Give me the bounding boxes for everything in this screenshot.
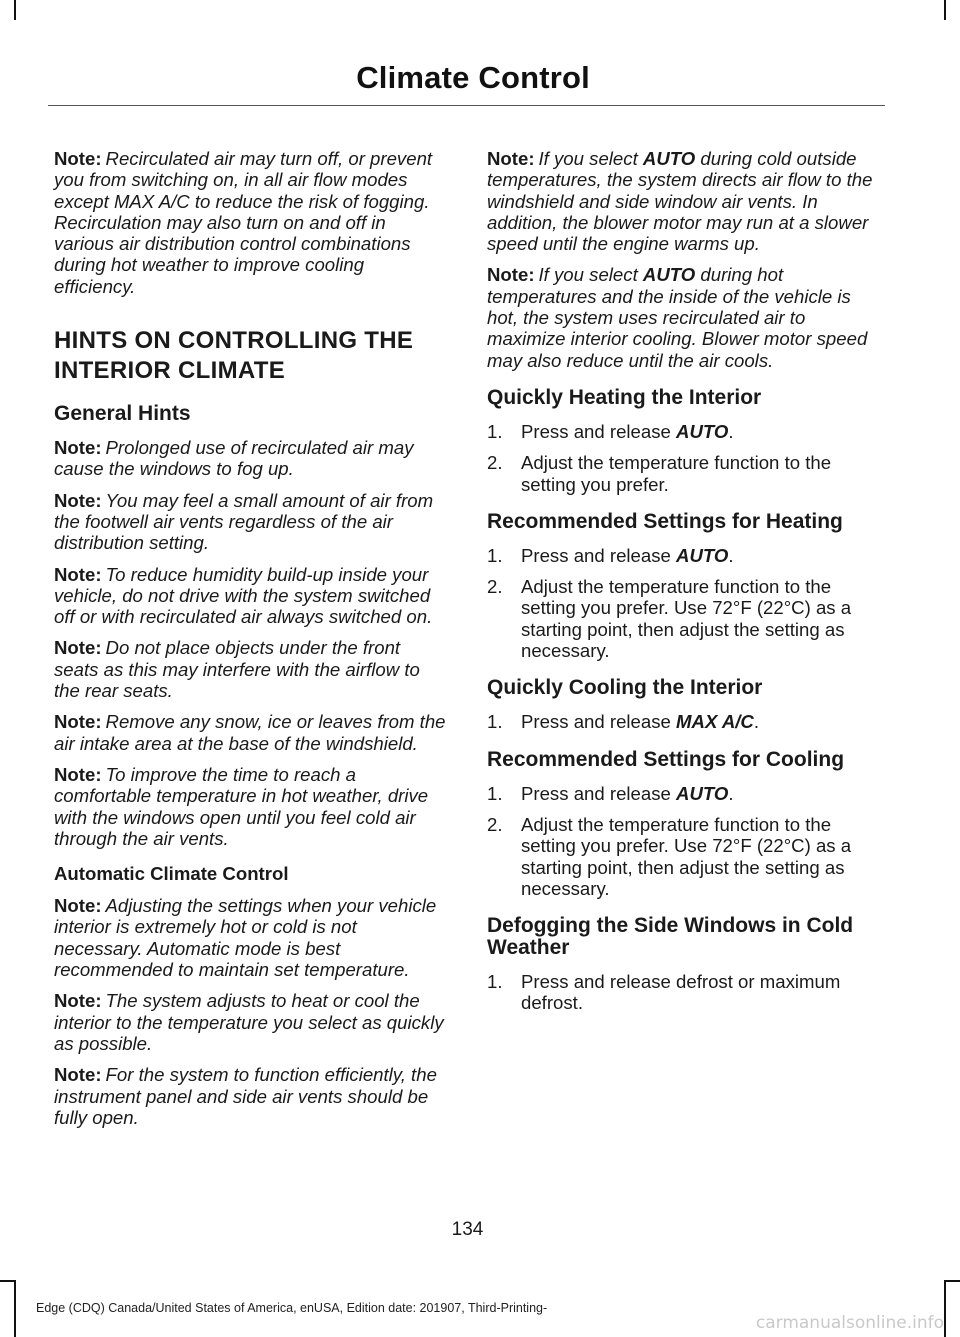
- section-title-line-1: HINTS ON CONTROLLING THE: [54, 327, 414, 355]
- crop-mark-bottom-right-v: [944, 1280, 946, 1337]
- step-number: 1.: [487, 420, 503, 442]
- recommended-heating-steps: [487, 545, 879, 661]
- note-item: [54, 764, 446, 849]
- note-item: [54, 490, 446, 554]
- right-column: [487, 148, 879, 1024]
- note-item: [54, 437, 446, 480]
- step-number: 1.: [487, 971, 503, 993]
- note-item: [54, 637, 446, 701]
- note-text-pre: If you select: [538, 264, 643, 286]
- quick-heating-steps: [487, 421, 879, 495]
- note-text: The system adjusts to heat or cool the interior to the temperature you select as quickly as possible.: [54, 990, 444, 1054]
- note-label: Note:: [54, 895, 102, 917]
- note-item: [487, 148, 879, 254]
- note-item: [487, 264, 879, 370]
- step-number: 2.: [487, 576, 503, 598]
- recommended-heating-heading: Recommended Settings for Heating: [487, 509, 843, 533]
- crop-mark-bottom-left-h: [0, 1280, 16, 1282]
- note-label: Note:: [54, 437, 102, 459]
- note-label: Note:: [54, 148, 102, 169]
- section-title-line-2: INTERIOR CLIMATE: [54, 357, 286, 385]
- max-ac-keyword: MAX A/C: [676, 711, 754, 733]
- note-label: Note:: [54, 637, 102, 659]
- quick-heating-heading: Quickly Heating the Interior: [487, 385, 762, 409]
- note-text: Remove any snow, ice or leaves from the air intake area at the base of the windshield.: [54, 711, 446, 754]
- note-text: Adjusting the settings when your vehicle interior is extremely hot or cold is not necessary. Automatic mode is best recommended to maintain set temperature.: [54, 895, 437, 981]
- note-label: Note:: [487, 148, 535, 169]
- note-item: [54, 1064, 446, 1128]
- note-text: To reduce humidity build-up inside your vehicle, do not drive with the system switched off or with recirculated air always switched on.: [54, 563, 433, 628]
- note-text-pre: If you select: [538, 148, 643, 169]
- step-item: [487, 971, 879, 1014]
- note-recirculation: [54, 148, 446, 297]
- crop-mark-bottom-right-h: [944, 1280, 960, 1282]
- note-text: Do not place objects under the front seats as this may interfere with the airflow to the rear seats.: [54, 637, 420, 702]
- step-item: [487, 421, 879, 442]
- note-label: Note:: [54, 1064, 102, 1086]
- note-text: Recirculated air may turn off, or prevent you from switching on, in all air flow modes except MAX A/C to reduce the risk of fogging. Recirculation may also turn on and off in various air distribution control combinations during hot weather to improve cooling efficiency.: [54, 148, 433, 297]
- note-item: [54, 711, 446, 754]
- auto-keyword: AUTO: [676, 420, 729, 442]
- step-item: [487, 783, 879, 804]
- step-text: Press and release: [521, 782, 677, 804]
- recommended-cooling-steps: [487, 783, 879, 899]
- step-text: Press and release: [521, 420, 677, 442]
- chapter-title: Climate Control: [356, 60, 590, 95]
- auto-keyword: AUTO: [676, 782, 729, 804]
- note-label: Note:: [54, 763, 102, 785]
- quick-cooling-steps: [487, 711, 879, 732]
- step-text: Adjust the temperature function to the setting you prefer. Use 72°F (22°C) as a starting point, then adjust the setting as necessary.: [521, 813, 852, 899]
- note-text-post: during hot temperatures and the inside of the vehicle is hot, the system uses recirculated air to maximize interior cooling. Blower motor speed may also reduce until the air cools.: [487, 264, 868, 371]
- step-item: [487, 814, 879, 899]
- step-text: Press and release defrost or maximum defrost.: [521, 971, 841, 1014]
- step-item: [487, 452, 879, 495]
- step-text: Adjust the temperature function to the setting you prefer. Use 72°F (22°C) as a starting point, then adjust the setting as necessary.: [521, 576, 852, 662]
- left-column: [54, 148, 446, 1138]
- step-text: Press and release: [521, 544, 677, 566]
- watermark: carmanualsonline.info: [755, 1313, 944, 1333]
- auto-keyword: AUTO: [676, 544, 729, 566]
- note-label: Note:: [487, 264, 535, 286]
- step-text-post: .: [728, 544, 734, 566]
- page-number: 134: [451, 1219, 484, 1240]
- defogging-steps: [487, 971, 879, 1014]
- step-number: 1.: [487, 711, 503, 733]
- note-item: [54, 564, 446, 628]
- note-text-post: during cold outside temperatures, the system directs air flow to the windshield and side window air vents. In addition, the blower motor may run at a slower speed until the engine warms up.: [487, 148, 873, 255]
- step-item: [487, 576, 879, 661]
- step-text: Adjust the temperature function to the setting you prefer.: [521, 452, 832, 495]
- note-text: Prolonged use of recirculated air may cause the windows to fog up.: [54, 437, 414, 480]
- step-number: 1.: [487, 544, 503, 566]
- step-number: 2.: [487, 452, 503, 474]
- auto-keyword: AUTO: [642, 264, 696, 286]
- edition-footer: Edge (CDQ) Canada/United States of America, enUSA, Edition date: 201907, Third-Printing-: [36, 1301, 548, 1315]
- crop-mark-bottom-left-v: [14, 1280, 16, 1337]
- note-text: You may feel a small amount of air from the footwell air vents regardless of the air distribution setting.: [54, 489, 434, 554]
- note-label: Note:: [54, 489, 102, 511]
- step-number: 2.: [487, 813, 503, 835]
- recommended-cooling-heading: Recommended Settings for Cooling: [487, 747, 845, 771]
- note-label: Note:: [54, 711, 102, 733]
- quick-cooling-heading: Quickly Cooling the Interior: [487, 676, 763, 700]
- automatic-climate-heading: Automatic Climate Control: [54, 863, 289, 885]
- crop-mark-top-right-v: [944, 0, 946, 20]
- step-item: [487, 711, 879, 732]
- step-text: Press and release: [521, 711, 677, 733]
- note-text: To improve the time to reach a comfortable temperature in hot weather, drive with the windows open until you feel cold air through the air vents.: [54, 763, 429, 849]
- note-item: [54, 990, 446, 1054]
- note-item: [54, 895, 446, 980]
- chapter-divider: [48, 105, 885, 106]
- step-text-post: .: [728, 420, 734, 442]
- step-text-post: .: [753, 711, 760, 733]
- section-title: [54, 327, 446, 385]
- auto-keyword: AUTO: [642, 148, 696, 169]
- step-text-post: .: [728, 782, 734, 804]
- general-hints-heading: General Hints: [54, 402, 191, 426]
- step-number: 1.: [487, 782, 503, 804]
- note-text: For the system to function efficiently, the instrument panel and side air vents should be fully open.: [54, 1064, 437, 1128]
- step-item: [487, 545, 879, 566]
- crop-mark-top-left-v: [14, 0, 16, 20]
- note-label: Note:: [54, 563, 102, 585]
- defogging-heading: Defogging the Side Windows in Cold Weather: [487, 914, 854, 960]
- note-label: Note:: [54, 990, 102, 1012]
